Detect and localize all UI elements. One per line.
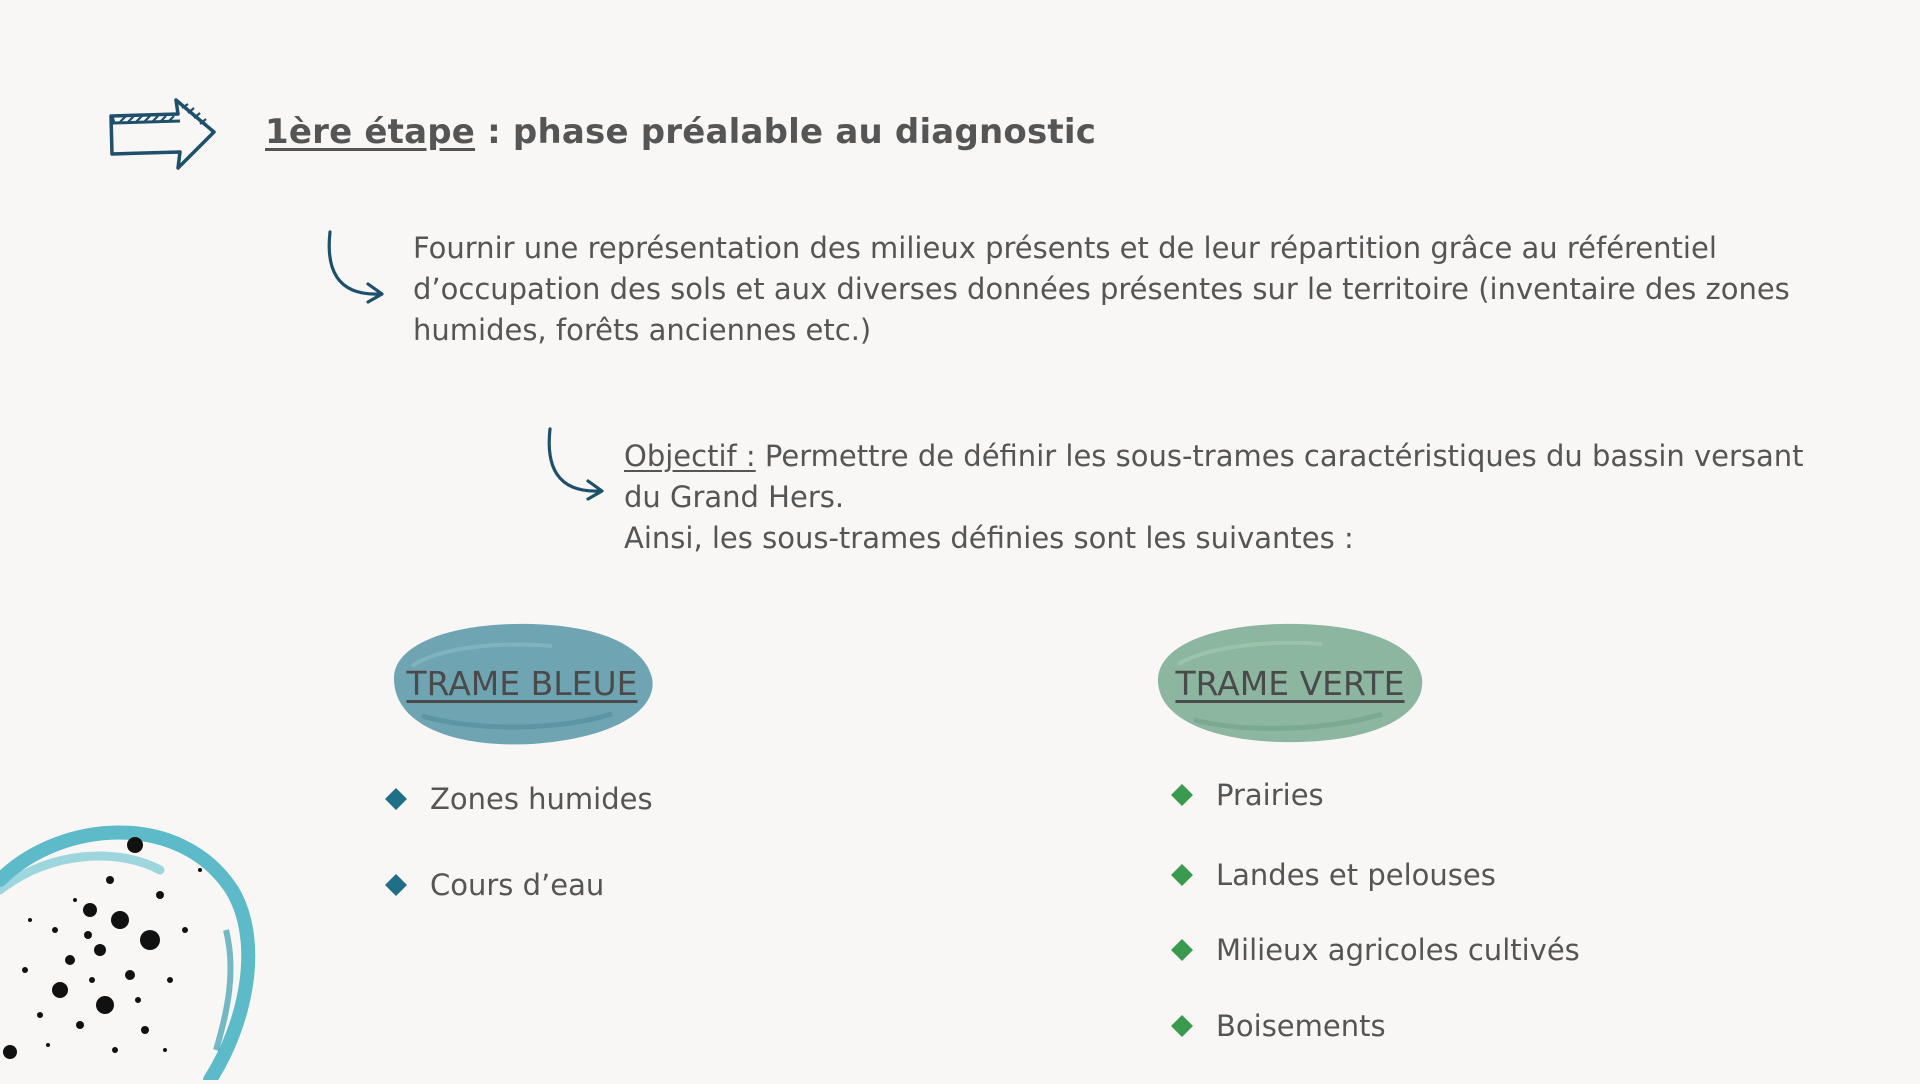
trame-bleue-title: TRAME BLEUE xyxy=(406,664,638,703)
list-item-label: Cours d’eau xyxy=(430,868,605,902)
objectif-line xyxy=(624,436,1904,477)
objectif-paragraph xyxy=(624,436,1904,559)
intro-line: d’occupation des sols et aux diverses données présentes sur le territoire (inventaire des zones xyxy=(413,272,1790,306)
intro-paragraph xyxy=(413,228,1813,351)
right-arrow-icon xyxy=(108,94,220,176)
list-item-label: Zones humides xyxy=(430,782,653,816)
diamond-bullet-icon xyxy=(384,787,408,811)
objectif-line: Ainsi, les sous-trames définies sont les suivantes : xyxy=(624,521,1354,555)
list-item-label: Boisements xyxy=(1216,1009,1386,1043)
curved-arrow-icon xyxy=(318,228,390,310)
list-item xyxy=(1170,933,1580,967)
diamond-bullet-icon xyxy=(1170,938,1194,962)
list-item-label: Milieux agricoles cultivés xyxy=(1216,933,1580,967)
watercolor-splash-decoration xyxy=(0,800,290,1080)
objectif-text: Permettre de définir les sous-trames caractéristiques du bassin versant xyxy=(755,439,1804,473)
list-item xyxy=(1170,778,1324,812)
trame-bleue-header xyxy=(382,616,662,756)
list-item xyxy=(1170,1009,1386,1043)
diamond-bullet-icon xyxy=(1170,863,1194,887)
objectif-line: du Grand Hers. xyxy=(624,480,845,514)
title-text: : phase préalable au diagnostic xyxy=(475,112,1097,152)
objectif-label: Objectif : xyxy=(624,439,756,473)
trame-verte-header xyxy=(1150,616,1430,756)
list-item-label: Landes et pelouses xyxy=(1216,858,1496,892)
list-item xyxy=(384,782,653,816)
diamond-bullet-icon xyxy=(384,873,408,897)
title-step-label: 1ère étape xyxy=(265,112,476,152)
page-title xyxy=(265,112,1096,152)
intro-line: humides, forêts anciennes etc.) xyxy=(413,313,872,347)
trame-verte-title: TRAME VERTE xyxy=(1175,664,1405,703)
intro-line: Fournir une représentation des milieux présents et de leur répartition grâce au référentiel xyxy=(413,231,1717,265)
list-item-label: Prairies xyxy=(1216,778,1324,812)
diamond-bullet-icon xyxy=(1170,783,1194,807)
diamond-bullet-icon xyxy=(1170,1014,1194,1038)
list-item xyxy=(1170,858,1496,892)
list-item xyxy=(384,868,604,902)
curved-arrow-icon xyxy=(538,425,610,507)
